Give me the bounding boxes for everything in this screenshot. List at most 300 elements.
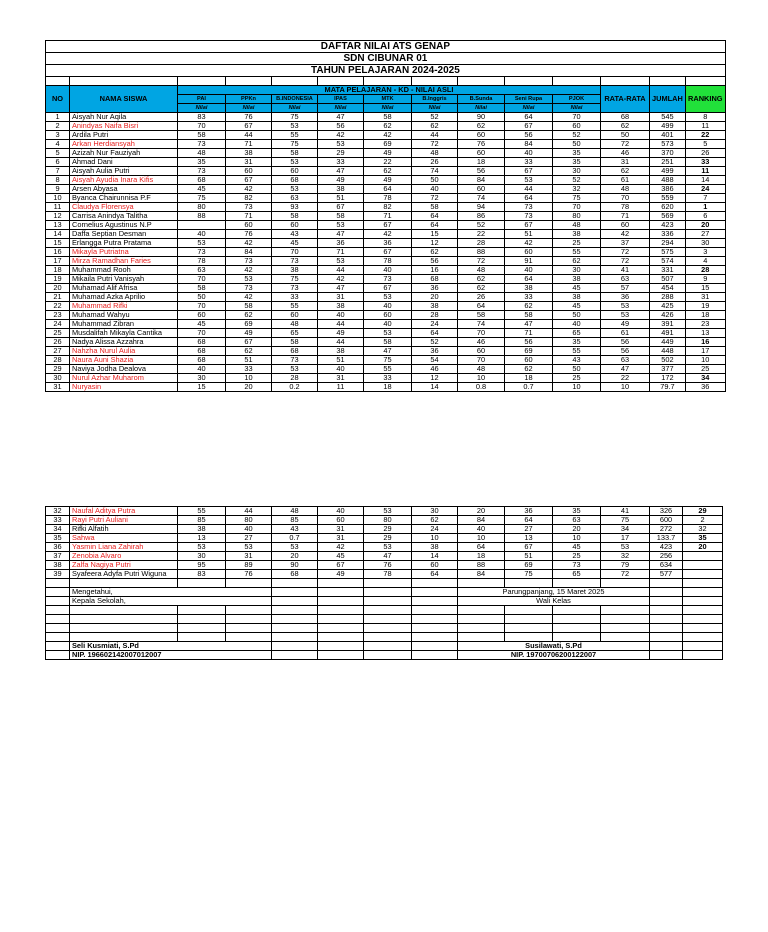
student-row [46, 257, 726, 266]
student-no: 39 [46, 570, 70, 579]
subject-score: 76 [226, 113, 272, 122]
student-name: Sahwa [70, 534, 178, 543]
ranking-value: 28 [685, 266, 725, 275]
total-score: 288 [650, 293, 686, 302]
subject-score: 56 [505, 338, 553, 347]
subject-score: 68 [412, 275, 458, 284]
subject-score: 68 [272, 347, 318, 356]
headmaster-nip: NIP. 196602142007012007 [70, 651, 272, 660]
subject-score: 47 [364, 552, 412, 561]
header-nilai-label: Nilai [364, 104, 412, 113]
total-score: 425 [650, 302, 686, 311]
student-row [46, 570, 723, 579]
total-score: 491 [650, 329, 686, 338]
subject-score: 53 [364, 543, 412, 552]
student-name: Carrisa Anindya Talitha [70, 212, 178, 221]
subject-score: 89 [226, 561, 272, 570]
ranking-value: 3 [685, 248, 725, 257]
subject-score: 53 [178, 543, 226, 552]
ranking-value: 14 [685, 176, 725, 185]
subject-score: 73 [226, 284, 272, 293]
average-score: 72 [601, 248, 650, 257]
subject-score: 64 [364, 185, 412, 194]
ranking-value: 26 [685, 149, 725, 158]
subject-score: 64 [412, 221, 458, 230]
average-score: 60 [601, 221, 650, 230]
average-score: 72 [601, 140, 650, 149]
subject-score: 75 [178, 194, 226, 203]
subject-score: 51 [226, 356, 272, 365]
student-row [46, 248, 726, 257]
header-nilai-label: Nilai [553, 104, 601, 113]
subject-score: 73 [553, 561, 601, 570]
student-name: Muhamad Alif Afrisa [70, 284, 178, 293]
student-no: 2 [46, 122, 70, 131]
subject-score: 0.7 [505, 383, 553, 392]
student-row [46, 149, 726, 158]
subject-score: 67 [318, 561, 364, 570]
subject-score: 30 [412, 507, 458, 516]
total-score: 426 [650, 311, 686, 320]
total-score: 272 [650, 525, 683, 534]
average-score: 53 [601, 543, 650, 552]
subject-score: 58 [458, 311, 505, 320]
ranking-value: 1 [685, 203, 725, 212]
subject-score: 29 [318, 149, 364, 158]
subject-score: 68 [178, 338, 226, 347]
subject-score: 45 [272, 239, 318, 248]
average-score: 71 [601, 212, 650, 221]
total-score: 172 [650, 374, 686, 383]
total-score: 326 [650, 507, 683, 516]
subject-score: 86 [458, 212, 505, 221]
student-name: Ahmad Dani [70, 158, 178, 167]
subject-score: 38 [318, 347, 364, 356]
subject-score: 42 [318, 543, 364, 552]
student-name: Aisyah Aulia Putri [70, 167, 178, 176]
subject-score: 60 [553, 122, 601, 131]
subject-score: 76 [364, 561, 412, 570]
ranking-value: 33 [685, 158, 725, 167]
subject-score: 12 [412, 239, 458, 248]
subject-score: 55 [553, 248, 601, 257]
student-row [46, 293, 726, 302]
subject-score: 75 [272, 140, 318, 149]
total-score: 488 [650, 176, 686, 185]
student-row [46, 284, 726, 293]
student-row [46, 212, 726, 221]
subject-score: 40 [178, 230, 226, 239]
subject-score: 78 [178, 257, 226, 266]
ranking-value: 20 [683, 543, 723, 552]
subject-score: 62 [364, 167, 412, 176]
subject-score: 64 [505, 516, 553, 525]
subject-score: 13 [178, 534, 226, 543]
ranking-value [683, 561, 723, 570]
subject-score: 51 [505, 552, 553, 561]
total-score: 331 [650, 266, 686, 275]
average-score: 75 [601, 516, 650, 525]
student-row [46, 140, 726, 149]
student-name: Daffa Septian Desman [70, 230, 178, 239]
academic-year: TAHUN PELAJARAN 2024-2025 [46, 65, 726, 77]
subject-score: 40 [226, 525, 272, 534]
subject-score: 60 [318, 516, 364, 525]
subject-score: 73 [272, 284, 318, 293]
student-row [46, 338, 726, 347]
subject-score: 10 [458, 374, 505, 383]
student-name: Mikayla Putriatna [70, 248, 178, 257]
subject-score: 50 [178, 293, 226, 302]
subject-score: 45 [318, 552, 364, 561]
header-subject: PAI [178, 95, 226, 104]
subject-score: 71 [364, 212, 412, 221]
subject-score: 67 [364, 221, 412, 230]
average-score: 37 [601, 239, 650, 248]
subject-score: 36 [318, 239, 364, 248]
subject-score: 74 [412, 167, 458, 176]
subject-score: 75 [505, 570, 553, 579]
subject-score: 75 [272, 113, 318, 122]
subject-score: 62 [505, 302, 553, 311]
subject-score: 33 [272, 293, 318, 302]
subject-score: 35 [553, 158, 601, 167]
subject-score: 55 [364, 365, 412, 374]
subject-score: 78 [364, 570, 412, 579]
subject-score: 60 [412, 561, 458, 570]
subject-score: 28 [272, 374, 318, 383]
subject-score: 58 [505, 311, 553, 320]
subject-score: 93 [272, 203, 318, 212]
subject-score: 40 [178, 365, 226, 374]
student-no: 8 [46, 176, 70, 185]
subject-score: 13 [505, 534, 553, 543]
header-rata-rata: RATA-RATA [601, 86, 650, 113]
student-name: Syafeera Adyfa Putri Wiguna [70, 570, 178, 579]
subject-score: 73 [226, 257, 272, 266]
ranking-value: 6 [685, 212, 725, 221]
total-score: 620 [650, 203, 686, 212]
subject-score: 42 [226, 239, 272, 248]
subject-score: 31 [318, 525, 364, 534]
subject-score: 48 [458, 365, 505, 374]
student-name: Mirza Ramadhan Faries [70, 257, 178, 266]
teacher-nip: NIP. 19700706200122007 [458, 651, 650, 660]
subject-score: 30 [178, 552, 226, 561]
student-row [46, 302, 726, 311]
student-name: Azizah Nur Fauziyah [70, 149, 178, 158]
subject-score: 53 [364, 507, 412, 516]
total-score: 336 [650, 230, 686, 239]
subject-score: 75 [272, 275, 318, 284]
subject-score: 36 [505, 507, 553, 516]
subject-score: 80 [178, 203, 226, 212]
subject-score: 58 [178, 284, 226, 293]
subject-score: 10 [226, 374, 272, 383]
subject-score: 52 [412, 338, 458, 347]
student-row [46, 122, 726, 131]
ranking-value: 18 [685, 311, 725, 320]
student-name: Muhammad Rooh [70, 266, 178, 275]
subject-score: 38 [318, 185, 364, 194]
subject-score: 60 [458, 131, 505, 140]
student-name: Erlangga Putra Pratama [70, 239, 178, 248]
subject-score: 52 [553, 176, 601, 185]
teacher-name: Susilawati, S.Pd [458, 642, 650, 651]
average-score: 72 [601, 257, 650, 266]
ranking-value: 36 [685, 383, 725, 392]
total-score: 423 [650, 543, 683, 552]
subject-score: 58 [272, 338, 318, 347]
student-row [46, 543, 723, 552]
subject-score: 58 [364, 113, 412, 122]
subject-score: 71 [226, 140, 272, 149]
student-name: Muhammad Zibran [70, 320, 178, 329]
subject-score: 84 [458, 570, 505, 579]
subject-score: 58 [412, 203, 458, 212]
subject-score: 45 [178, 185, 226, 194]
student-row [46, 239, 726, 248]
student-row [46, 365, 726, 374]
subject-score: 40 [553, 320, 601, 329]
student-row [46, 525, 723, 534]
subject-score: 18 [458, 552, 505, 561]
subject-score: 51 [505, 230, 553, 239]
student-name: Yasmin Liana Zahirah [70, 543, 178, 552]
student-name: Zenobia Alvaro [70, 552, 178, 561]
grade-sheet-page-2 [45, 506, 723, 660]
total-score: 449 [650, 338, 686, 347]
subject-score: 67 [226, 176, 272, 185]
subject-score: 40 [364, 320, 412, 329]
subject-score: 67 [505, 221, 553, 230]
student-name: Nurul Azhar Muharom [70, 374, 178, 383]
subject-score: 31 [318, 374, 364, 383]
student-no: 20 [46, 284, 70, 293]
average-score: 72 [601, 570, 650, 579]
subject-score: 71 [505, 329, 553, 338]
subject-score: 55 [272, 131, 318, 140]
subject-score: 76 [226, 570, 272, 579]
subject-score: 64 [505, 275, 553, 284]
student-row [46, 230, 726, 239]
subject-score: 58 [272, 149, 318, 158]
subject-score: 38 [412, 543, 458, 552]
subject-score: 67 [318, 203, 364, 212]
total-score: 634 [650, 561, 683, 570]
total-score: 386 [650, 185, 686, 194]
average-score: 62 [601, 167, 650, 176]
subject-score: 42 [364, 131, 412, 140]
subject-score: 60 [505, 248, 553, 257]
average-score: 56 [601, 347, 650, 356]
student-name: Muhammad Rifki [70, 302, 178, 311]
subject-score: 43 [272, 525, 318, 534]
subject-score: 90 [458, 113, 505, 122]
ranking-value: 29 [683, 507, 723, 516]
student-row [46, 329, 726, 338]
header-nilai-label: Nilai [412, 104, 458, 113]
subject-score: 24 [412, 320, 458, 329]
total-score: 391 [650, 320, 686, 329]
student-no: 9 [46, 185, 70, 194]
total-score: 251 [650, 158, 686, 167]
subject-score: 54 [412, 356, 458, 365]
average-score: 36 [601, 293, 650, 302]
subject-score: 28 [412, 311, 458, 320]
ranking-value: 24 [685, 185, 725, 194]
subject-score: 20 [272, 552, 318, 561]
subject-score: 10 [553, 534, 601, 543]
average-score: 62 [601, 122, 650, 131]
student-name: Naviya Jodha Dealova [70, 365, 178, 374]
subject-score: 64 [505, 113, 553, 122]
subject-score: 32 [553, 185, 601, 194]
ranking-value [683, 552, 723, 561]
subject-score: 70 [553, 203, 601, 212]
subject-score: 40 [318, 507, 364, 516]
student-no: 5 [46, 149, 70, 158]
student-no: 29 [46, 365, 70, 374]
subject-score: 74 [458, 194, 505, 203]
subject-score: 49 [226, 329, 272, 338]
student-no: 22 [46, 302, 70, 311]
subject-score: 49 [364, 149, 412, 158]
subject-score: 11 [318, 383, 364, 392]
subject-score: 73 [178, 248, 226, 257]
header-no: NO [46, 86, 70, 113]
subject-score: 67 [226, 122, 272, 131]
student-no: 34 [46, 525, 70, 534]
subject-score: 62 [226, 347, 272, 356]
subject-score: 67 [226, 338, 272, 347]
header-subject-group: MATA PELAJARAN - KD - NILAI ASLI [178, 86, 601, 95]
subject-score: 68 [178, 356, 226, 365]
subject-score: 56 [458, 167, 505, 176]
subject-score: 65 [272, 329, 318, 338]
student-row [46, 167, 726, 176]
subject-score: 53 [272, 158, 318, 167]
subject-score: 48 [553, 221, 601, 230]
average-score: 70 [601, 194, 650, 203]
subject-score: 26 [458, 293, 505, 302]
subject-score: 55 [178, 507, 226, 516]
subject-score: 62 [412, 248, 458, 257]
subject-score: 88 [458, 561, 505, 570]
header-nilai-label: Nilai [226, 104, 272, 113]
subject-score: 73 [178, 140, 226, 149]
subject-score: 60 [505, 356, 553, 365]
subject-score: 38 [505, 284, 553, 293]
student-row [46, 275, 726, 284]
subject-score: 10 [412, 534, 458, 543]
subject-score: 52 [458, 221, 505, 230]
subject-score: 40 [364, 266, 412, 275]
ranking-value: 5 [685, 140, 725, 149]
subject-score: 44 [318, 320, 364, 329]
subject-score: 42 [318, 275, 364, 284]
subject-score: 60 [272, 311, 318, 320]
subject-score: 35 [553, 507, 601, 516]
student-no: 23 [46, 311, 70, 320]
subject-score: 62 [364, 122, 412, 131]
subject-score: 85 [178, 516, 226, 525]
subject-score: 71 [318, 248, 364, 257]
subject-score: 40 [412, 185, 458, 194]
subject-score: 44 [318, 266, 364, 275]
student-no: 17 [46, 257, 70, 266]
subject-score: 56 [318, 122, 364, 131]
total-score: 545 [650, 113, 686, 122]
subject-score: 73 [505, 203, 553, 212]
subject-score: 67 [364, 284, 412, 293]
student-row [46, 221, 726, 230]
subject-score: 0.2 [272, 383, 318, 392]
subject-score: 40 [505, 149, 553, 158]
subject-score: 83 [178, 570, 226, 579]
subject-score: 67 [505, 122, 553, 131]
ranking-value: 25 [685, 365, 725, 374]
subject-score: 14 [412, 383, 458, 392]
subject-score: 46 [412, 365, 458, 374]
subject-score: 75 [553, 194, 601, 203]
subject-score: 12 [412, 374, 458, 383]
subject-score: 70 [178, 329, 226, 338]
subject-score: 72 [412, 140, 458, 149]
student-no: 24 [46, 320, 70, 329]
subject-score: 65 [553, 329, 601, 338]
subject-score: 48 [272, 320, 318, 329]
student-no: 21 [46, 293, 70, 302]
subject-score: 56 [505, 131, 553, 140]
subject-score: 72 [458, 257, 505, 266]
header-nilai-label: Nilai [458, 104, 505, 113]
subject-score: 58 [178, 131, 226, 140]
average-score: 32 [601, 552, 650, 561]
subject-score: 15 [178, 383, 226, 392]
subject-score: 18 [458, 158, 505, 167]
header-subject: Seni Rupa [505, 95, 553, 104]
total-score: 573 [650, 140, 686, 149]
footer-kepala-sekolah: Kepala Sekolah, [70, 597, 272, 606]
subject-score: 73 [226, 203, 272, 212]
total-score: 448 [650, 347, 686, 356]
subject-score: 50 [553, 365, 601, 374]
subject-score: 62 [226, 311, 272, 320]
subject-score: 20 [458, 507, 505, 516]
total-score: 499 [650, 167, 686, 176]
average-score: 41 [601, 507, 650, 516]
total-score: 370 [650, 149, 686, 158]
subject-score: 60 [458, 185, 505, 194]
subject-score: 65 [553, 570, 601, 579]
subject-score: 29 [364, 525, 412, 534]
subject-score: 62 [553, 257, 601, 266]
student-row [46, 113, 726, 122]
total-score: 574 [650, 257, 686, 266]
subject-score: 64 [412, 329, 458, 338]
subject-score: 53 [364, 329, 412, 338]
subject-score: 45 [553, 284, 601, 293]
subject-score: 62 [505, 365, 553, 374]
subject-score: 53 [318, 140, 364, 149]
subject-score: 62 [458, 122, 505, 131]
subject-score: 14 [412, 552, 458, 561]
subject-score: 40 [318, 311, 364, 320]
subject-score: 64 [458, 302, 505, 311]
subject-score: 78 [364, 194, 412, 203]
subject-score: 40 [505, 266, 553, 275]
